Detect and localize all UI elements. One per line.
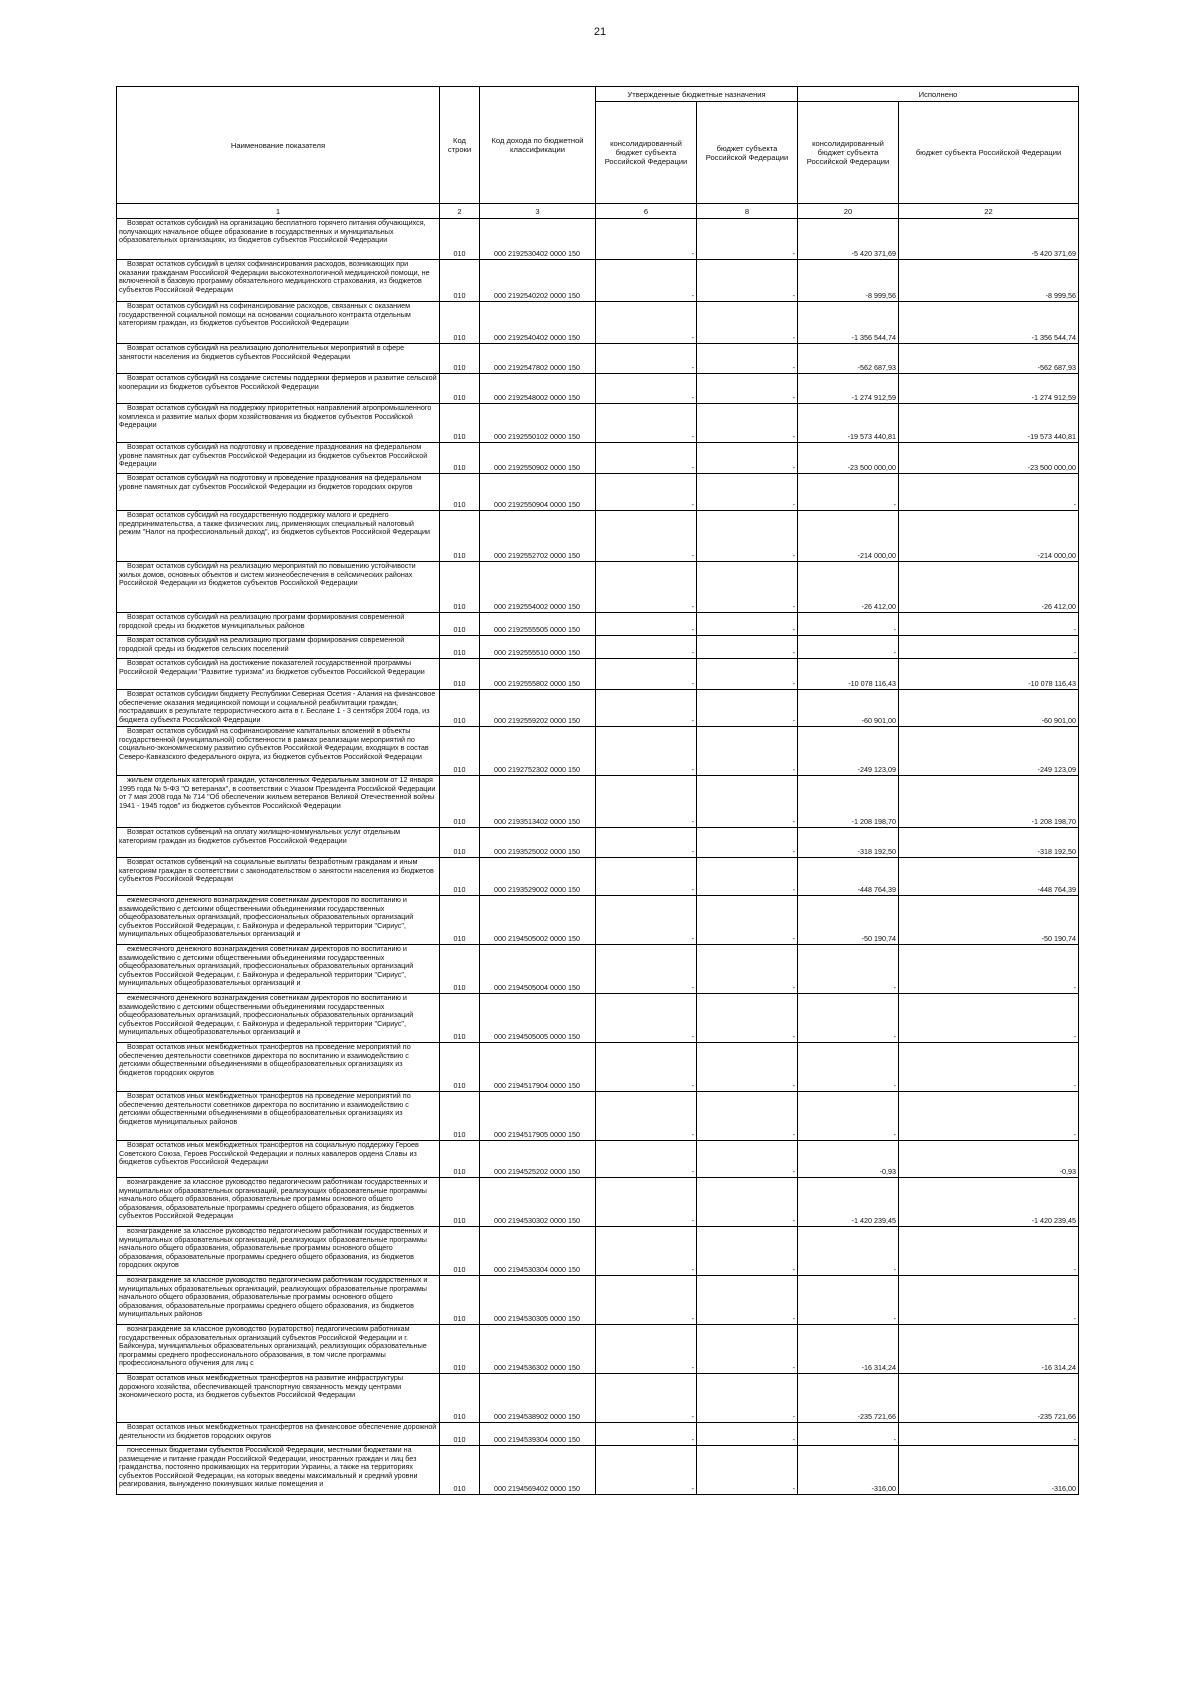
row-approved-consolidated: -: [596, 344, 697, 374]
row-name: Возврат остатков субсидий на создание системы поддержки фермеров и развитие сельской кооперации из бюджетов субъектов Российской Федерации: [117, 374, 440, 404]
row-code: 010: [440, 690, 480, 727]
header-row-groups: [117, 87, 1079, 102]
row-name: Возврат остатков субсидий на реализацию мероприятий по повышению устойчивости жилых домов, основных объектов и систем жизнеобеспечения в сейсмических районах Российской Федерации из бюджетов субъектов Российской Федерации: [117, 562, 440, 613]
header-approved-group: Утвержденные бюджетные назначения: [596, 87, 798, 102]
row-approved-consolidated: -: [596, 1043, 697, 1092]
row-name: Возврат остатков субвенций на оплату жилищно-коммунальных услуг отдельным категориям граждан из бюджетов субъектов Российской Федерации: [117, 828, 440, 858]
row-executed-consolidated: -316,00: [798, 1446, 899, 1495]
row-executed-consolidated: -19 573 440,81: [798, 404, 899, 443]
row-code: 010: [440, 1423, 480, 1446]
col-num-6: 6: [596, 204, 697, 219]
row-approved-subject: -: [697, 1423, 798, 1446]
row-code: 010: [440, 659, 480, 690]
col-num-22: 22: [899, 204, 1079, 219]
row-approved-subject: -: [697, 302, 798, 344]
row-name: Возврат остатков субсидий на реализацию программ формирования современной городской среды из бюджетов муниципальных районов: [117, 613, 440, 636]
row-kbk: 000 2193513402 0000 150: [480, 776, 596, 828]
row-name: вознаграждение за классное руководство педагогическим работникам государственных и муниципальных образовательных организаций, реализующих образовательные программы начального общего образования, образовательные программы основного общего образования, образовательные программы среднего общего образования, из бюджетов субъектов Российской Федерации: [117, 1178, 440, 1227]
row-code: 010: [440, 945, 480, 994]
row-executed-consolidated: -8 999,56: [798, 260, 899, 302]
table-row: [117, 443, 1079, 474]
row-approved-subject: -: [697, 374, 798, 404]
row-executed-consolidated: -562 687,93: [798, 344, 899, 374]
row-code: 010: [440, 1325, 480, 1374]
row-approved-subject: -: [697, 474, 798, 511]
row-approved-subject: -: [697, 1374, 798, 1423]
table-row: [117, 344, 1079, 374]
row-approved-consolidated: -: [596, 727, 697, 776]
table-row: [117, 727, 1079, 776]
row-executed-subject: -562 687,93: [899, 344, 1079, 374]
row-approved-subject: -: [697, 727, 798, 776]
row-executed-subject: -316,00: [899, 1446, 1079, 1495]
table-row: [117, 1092, 1079, 1141]
row-kbk: 000 2192550102 0000 150: [480, 404, 596, 443]
row-approved-consolidated: -: [596, 659, 697, 690]
header-row-numbers: [117, 204, 1079, 219]
row-approved-consolidated: -: [596, 474, 697, 511]
row-kbk: 000 2194530304 0000 150: [480, 1227, 596, 1276]
row-executed-consolidated: -26 412,00: [798, 562, 899, 613]
row-executed-consolidated: -1 208 198,70: [798, 776, 899, 828]
row-kbk: 000 2192550904 0000 150: [480, 474, 596, 511]
row-executed-consolidated: -5 420 371,69: [798, 219, 899, 260]
header-executed-subject: бюджет субъекта Российской Федерации: [899, 102, 1079, 204]
row-code: 010: [440, 1092, 480, 1141]
row-executed-consolidated: -318 192,50: [798, 828, 899, 858]
row-approved-subject: -: [697, 690, 798, 727]
row-executed-consolidated: -50 190,74: [798, 896, 899, 945]
table-row: [117, 219, 1079, 260]
row-executed-consolidated: -: [798, 945, 899, 994]
row-executed-consolidated: -1 274 912,59: [798, 374, 899, 404]
row-executed-subject: -: [899, 1043, 1079, 1092]
row-approved-subject: -: [697, 219, 798, 260]
row-name: вознаграждение за классное руководство педагогическим работникам государственных и муниципальных образовательных организаций, реализующих образовательные программы начального общего образования, образовательные программы основного общего образования, образовательные программы среднего общего образования, из бюджетов городских округов: [117, 1227, 440, 1276]
row-approved-consolidated: -: [596, 302, 697, 344]
row-executed-consolidated: -1 356 544,74: [798, 302, 899, 344]
row-executed-subject: -1 208 198,70: [899, 776, 1079, 828]
row-code: 010: [440, 1276, 480, 1325]
table-row: [117, 1043, 1079, 1092]
row-approved-subject: -: [697, 511, 798, 562]
header-executed-consolidated: консолидированный бюджет субъекта Российской Федерации: [798, 102, 899, 204]
row-approved-consolidated: -: [596, 896, 697, 945]
row-executed-subject: -26 412,00: [899, 562, 1079, 613]
row-name: Возврат остатков иных межбюджетных трансфертов на социальную поддержку Героев Советского Союза, Героев Российской Федерации и полных кавалеров ордена Славы из бюджетов субъектов Российской Федерации: [117, 1141, 440, 1178]
table-row: [117, 260, 1079, 302]
row-approved-subject: -: [697, 994, 798, 1043]
row-approved-consolidated: -: [596, 1446, 697, 1495]
row-executed-consolidated: -235 721,66: [798, 1374, 899, 1423]
row-kbk: 000 2194517905 0000 150: [480, 1092, 596, 1141]
row-name: Возврат остатков субсидий на подготовку и проведение празднования на федеральном уровне памятных дат субъектов Российской Федерации из бюджетов субъектов Российской Федерации: [117, 443, 440, 474]
row-code: 010: [440, 636, 480, 659]
header-approved-consolidated: консолидированный бюджет субъекта Российской Федерации: [596, 102, 697, 204]
row-executed-consolidated: -: [798, 1423, 899, 1446]
table-row: [117, 1325, 1079, 1374]
row-approved-consolidated: -: [596, 1374, 697, 1423]
row-kbk: 000 2193525002 0000 150: [480, 828, 596, 858]
row-name: Возврат остатков субсидий на достижение показателей государственной программы Российской Федерации "Развитие туризма" из бюджетов субъектов Российской Федерации: [117, 659, 440, 690]
table-row: [117, 1276, 1079, 1325]
row-kbk: 000 2192540202 0000 150: [480, 260, 596, 302]
row-kbk: 000 2192550902 0000 150: [480, 443, 596, 474]
row-executed-consolidated: -16 314,24: [798, 1325, 899, 1374]
table-row: [117, 302, 1079, 344]
row-code: 010: [440, 1141, 480, 1178]
row-code: 010: [440, 613, 480, 636]
row-kbk: 000 2192555505 0000 150: [480, 613, 596, 636]
row-kbk: 000 2194525202 0000 150: [480, 1141, 596, 1178]
row-code: 010: [440, 474, 480, 511]
row-kbk: 000 2192554002 0000 150: [480, 562, 596, 613]
row-kbk: 000 2192530402 0000 150: [480, 219, 596, 260]
row-name: Возврат остатков субсидий на софинансирование капитальных вложений в объекты государственной (муниципальной) собственности в рамках реализации мероприятий по социально-экономическому развитию субъектов Российской Федерации, входящих в состав Северо-Кавказского федерального округа, из бюджетов субъектов Российской Федерации: [117, 727, 440, 776]
row-approved-consolidated: -: [596, 945, 697, 994]
row-name: Возврат остатков субсидий на поддержку приоритетных направлений агропромышленного комплекса и развитие малых форм хозяйствования из бюджетов субъектов Российской Федерации: [117, 404, 440, 443]
row-name: ежемесячного денежного вознаграждения советникам директоров по воспитанию и взаимодействию с детскими общественными объединениями государственных общеобразовательных организаций, профессиональных образовательных организаций субъектов Российской Федерации, г. Байконура и федеральной территории "Сириус", муниципальных общеобразовательных организаций и: [117, 945, 440, 994]
row-executed-subject: -: [899, 613, 1079, 636]
table-row: [117, 1374, 1079, 1423]
row-approved-consolidated: -: [596, 511, 697, 562]
row-code: 010: [440, 776, 480, 828]
col-num-20: 20: [798, 204, 899, 219]
row-executed-subject: -: [899, 474, 1079, 511]
row-kbk: 000 2194530305 0000 150: [480, 1276, 596, 1325]
row-code: 010: [440, 1227, 480, 1276]
row-executed-consolidated: -: [798, 1276, 899, 1325]
row-executed-consolidated: -214 000,00: [798, 511, 899, 562]
row-approved-subject: -: [697, 443, 798, 474]
row-code: 010: [440, 896, 480, 945]
row-name: ежемесячного денежного вознаграждения советникам директоров по воспитанию и взаимодействию с детскими общественными объединениями государственных общеобразовательных организаций, профессиональных образовательных организаций субъектов Российской Федерации, г. Байконура и федеральной территории "Сириус", муниципальных общеобразовательных организаций и: [117, 994, 440, 1043]
row-executed-subject: -10 078 116,43: [899, 659, 1079, 690]
row-kbk: 000 2194530302 0000 150: [480, 1178, 596, 1227]
row-code: 010: [440, 1043, 480, 1092]
row-code: 010: [440, 562, 480, 613]
row-kbk: 000 2194569402 0000 150: [480, 1446, 596, 1495]
row-executed-subject: -8 999,56: [899, 260, 1079, 302]
row-executed-subject: -249 123,09: [899, 727, 1079, 776]
row-kbk: 000 2194505004 0000 150: [480, 945, 596, 994]
row-approved-subject: -: [697, 776, 798, 828]
row-name: Возврат остатков иных межбюджетных трансфертов на проведение мероприятий по обеспечению деятельности советников директора по воспитанию и взаимодействию с детскими общественными объединениями в общеобразовательных организациях из бюджетов муниципальных районов: [117, 1092, 440, 1141]
header-executed-group: Исполнено: [798, 87, 1079, 102]
row-name: Возврат остатков субсидий в целях софинансирования расходов, возникающих при оказании гражданам Российской Федерации высокотехнологичной медицинской помощи, не включенной в базовую программу обязательного медицинского страхования, из бюджетов субъектов Российской Федерации: [117, 260, 440, 302]
row-executed-consolidated: -: [798, 1043, 899, 1092]
row-approved-consolidated: -: [596, 260, 697, 302]
table-row: [117, 613, 1079, 636]
row-approved-consolidated: -: [596, 613, 697, 636]
row-code: 010: [440, 511, 480, 562]
row-approved-subject: -: [697, 1043, 798, 1092]
row-executed-subject: -235 721,66: [899, 1374, 1079, 1423]
table-row: [117, 945, 1079, 994]
row-approved-subject: -: [697, 613, 798, 636]
row-executed-subject: -1 274 912,59: [899, 374, 1079, 404]
row-kbk: 000 2192555802 0000 150: [480, 659, 596, 690]
row-code: 010: [440, 344, 480, 374]
row-approved-subject: -: [697, 1227, 798, 1276]
row-approved-subject: -: [697, 1141, 798, 1178]
row-approved-subject: -: [697, 562, 798, 613]
row-kbk: 000 2192752302 0000 150: [480, 727, 596, 776]
row-approved-consolidated: -: [596, 776, 697, 828]
row-approved-subject: -: [697, 404, 798, 443]
row-executed-consolidated: -: [798, 1092, 899, 1141]
row-name: Возврат остатков иных межбюджетных трансфертов на финансовое обеспечение дорожной деятельности из бюджетов городских округов: [117, 1423, 440, 1446]
row-kbk: 000 2194517904 0000 150: [480, 1043, 596, 1092]
row-approved-subject: -: [697, 1325, 798, 1374]
row-code: 010: [440, 994, 480, 1043]
row-approved-consolidated: -: [596, 1141, 697, 1178]
row-kbk: 000 2193529002 0000 150: [480, 858, 596, 896]
row-executed-subject: -1 356 544,74: [899, 302, 1079, 344]
row-kbk: 000 2194505002 0000 150: [480, 896, 596, 945]
row-executed-subject: -1 420 239,45: [899, 1178, 1079, 1227]
table-row: [117, 404, 1079, 443]
row-executed-consolidated: -23 500 000,00: [798, 443, 899, 474]
row-code: 010: [440, 374, 480, 404]
row-approved-subject: -: [697, 659, 798, 690]
row-executed-consolidated: -0,93: [798, 1141, 899, 1178]
row-approved-subject: -: [697, 636, 798, 659]
row-kbk: 000 2192555510 0000 150: [480, 636, 596, 659]
row-name: Возврат остатков субсидий на софинансирование расходов, связанных с оказанием государственной социальной помощи на основании социального контракта отдельным категориям граждан, из бюджетов субъектов Российской Федерации: [117, 302, 440, 344]
row-kbk: 000 2194536302 0000 150: [480, 1325, 596, 1374]
row-executed-subject: -5 420 371,69: [899, 219, 1079, 260]
row-approved-consolidated: -: [596, 1325, 697, 1374]
col-num-8: 8: [697, 204, 798, 219]
row-executed-consolidated: -: [798, 613, 899, 636]
row-approved-consolidated: -: [596, 219, 697, 260]
row-approved-consolidated: -: [596, 374, 697, 404]
row-name: понесенных бюджетами субъектов Российской Федерации, местными бюджетами на размещение и питание граждан Российской Федерации, иностранных граждан и лиц без гражданства, постоянно проживающих на территории Украины, а также на территориях субъектов Российской Федерации, на которых введены максимальный и средний уровни реагирования, вынужденно покинувших жилые помещения и: [117, 1446, 440, 1495]
row-approved-consolidated: -: [596, 690, 697, 727]
row-name: Возврат остатков субсидий на подготовку и проведение празднования на федеральном уровне памятных дат субъектов Российской Федерации из бюджетов городских округов: [117, 474, 440, 511]
row-executed-subject: -: [899, 994, 1079, 1043]
row-name: Возврат остатков иных межбюджетных трансфертов на проведение мероприятий по обеспечению деятельности советников директора по воспитанию и взаимодействию с детскими общественными объединениями в общеобразовательных организациях из бюджетов городских округов: [117, 1043, 440, 1092]
row-kbk: 000 2194505005 0000 150: [480, 994, 596, 1043]
row-name: ежемесячного денежного вознаграждения советникам директоров по воспитанию и взаимодействию с детскими общественными объединениями государственных общеобразовательных организаций, профессиональных образовательных организаций субъектов Российской Федерации, г. Байконура и федеральной территории "Сириус", муниципальных общеобразовательных организаций и: [117, 896, 440, 945]
row-kbk: 000 2192540402 0000 150: [480, 302, 596, 344]
row-executed-consolidated: -10 078 116,43: [798, 659, 899, 690]
row-executed-subject: -16 314,24: [899, 1325, 1079, 1374]
row-approved-consolidated: -: [596, 1227, 697, 1276]
row-approved-consolidated: -: [596, 828, 697, 858]
row-approved-subject: -: [697, 896, 798, 945]
row-executed-consolidated: -60 901,00: [798, 690, 899, 727]
table-row: [117, 1178, 1079, 1227]
row-approved-subject: -: [697, 260, 798, 302]
row-approved-subject: -: [697, 1276, 798, 1325]
row-executed-consolidated: -: [798, 474, 899, 511]
row-executed-subject: -19 573 440,81: [899, 404, 1079, 443]
row-name: Возврат остатков иных межбюджетных трансфертов на развитие инфраструктуры дорожного хозяйства, обеспечивающей транспортную связанность между центрами экономического роста, из бюджетов субъектов Российской Федерации: [117, 1374, 440, 1423]
table-row: [117, 776, 1079, 828]
row-name: Возврат остатков субсидий на государственную поддержку малого и среднего предпринимательства, а также физических лиц, применяющих специальный налоговый режим "Налог на профессиональный доход", из бюджетов субъектов Российской Федерации: [117, 511, 440, 562]
row-kbk: 000 2192548002 0000 150: [480, 374, 596, 404]
row-executed-consolidated: -: [798, 994, 899, 1043]
row-executed-subject: -: [899, 945, 1079, 994]
row-executed-subject: -214 000,00: [899, 511, 1079, 562]
table-row: [117, 994, 1079, 1043]
row-executed-subject: -: [899, 1423, 1079, 1446]
row-executed-subject: -60 901,00: [899, 690, 1079, 727]
col-num-2: 2: [440, 204, 480, 219]
table-row: [117, 1423, 1079, 1446]
row-code: 010: [440, 1374, 480, 1423]
budget-execution-table: [116, 86, 1079, 1495]
table-row: [117, 474, 1079, 511]
row-kbk: 000 2194539304 0000 150: [480, 1423, 596, 1446]
table-row: [117, 374, 1079, 404]
table-row: [117, 636, 1079, 659]
header-code: Код строки: [440, 87, 480, 204]
table-row: [117, 896, 1079, 945]
row-name: жильем отдельных категорий граждан, установленных Федеральным законом от 12 января 1995 года № 5-ФЗ "О ветеранах", в соответствии с Указом Президента Российской Федерации от 7 мая 2008 года № 714 "Об обеспечении жильем ветеранов Великой Отечественной войны 1941 - 1945 годов" из бюджетов субъектов Российской Федерации: [117, 776, 440, 828]
row-kbk: 000 2192547802 0000 150: [480, 344, 596, 374]
row-executed-subject: -448 764,39: [899, 858, 1079, 896]
row-name: Возврат остатков субсидий на организацию бесплатного горячего питания обучающихся, получающих начальное общее образование в государственных и муниципальных образовательных организациях, из бюджетов субъектов Российской Федерации: [117, 219, 440, 260]
row-name: вознаграждение за классное руководство педагогическим работникам государственных и муниципальных образовательных организаций, реализующих образовательные программы начального общего образования, образовательные программы основного общего образования, образовательные программы среднего общего образования, из бюджетов муниципальных районов: [117, 1276, 440, 1325]
table-row: [117, 858, 1079, 896]
row-executed-subject: -: [899, 1092, 1079, 1141]
row-code: 010: [440, 443, 480, 474]
row-kbk: 000 2192559202 0000 150: [480, 690, 596, 727]
row-approved-subject: -: [697, 945, 798, 994]
row-executed-subject: -50 190,74: [899, 896, 1079, 945]
row-executed-subject: -: [899, 1227, 1079, 1276]
row-approved-subject: -: [697, 828, 798, 858]
row-approved-consolidated: -: [596, 1423, 697, 1446]
row-approved-consolidated: -: [596, 404, 697, 443]
row-code: 010: [440, 260, 480, 302]
row-executed-subject: -23 500 000,00: [899, 443, 1079, 474]
row-approved-consolidated: -: [596, 636, 697, 659]
table-row: [117, 690, 1079, 727]
row-code: 010: [440, 302, 480, 344]
row-approved-consolidated: -: [596, 1276, 697, 1325]
header-kbk: Код дохода по бюджетной классификации: [480, 87, 596, 204]
table-row: [117, 562, 1079, 613]
row-approved-consolidated: -: [596, 858, 697, 896]
row-approved-subject: -: [697, 858, 798, 896]
row-code: 010: [440, 828, 480, 858]
row-name: Возврат остатков субсидии бюджету Республики Северная Осетия - Алания на финансовое обеспечение оказания медицинской помощи и социальной реабилитации граждан, пострадавших в результате террористического акта в г. Беслане 1 - 3 сентября 2004 года, из бюджета субъекта Российской Федерации: [117, 690, 440, 727]
row-code: 010: [440, 1178, 480, 1227]
table-row: [117, 1446, 1079, 1495]
row-approved-subject: -: [697, 1446, 798, 1495]
col-num-1: 1: [117, 204, 440, 219]
row-executed-consolidated: -1 420 239,45: [798, 1178, 899, 1227]
row-name: Возврат остатков субсидий на реализацию программ формирования современной городской среды из бюджетов сельских поселений: [117, 636, 440, 659]
row-approved-consolidated: -: [596, 443, 697, 474]
row-executed-subject: -0,93: [899, 1141, 1079, 1178]
row-name: Возврат остатков субвенций на социальные выплаты безработным гражданам и иным категориям граждан в соответствии с законодательством о занятости населения из бюджетов субъектов Российской Федерации: [117, 858, 440, 896]
row-code: 010: [440, 1446, 480, 1495]
table-row: [117, 511, 1079, 562]
row-executed-consolidated: -249 123,09: [798, 727, 899, 776]
row-executed-consolidated: -: [798, 636, 899, 659]
table-row: [117, 659, 1079, 690]
row-code: 010: [440, 858, 480, 896]
page-number: 21: [593, 26, 607, 38]
header-approved-subject: бюджет субъекта Российской Федерации: [697, 102, 798, 204]
table-row: [117, 1141, 1079, 1178]
row-code: 010: [440, 219, 480, 260]
row-kbk: 000 2194538902 0000 150: [480, 1374, 596, 1423]
row-approved-consolidated: -: [596, 1092, 697, 1141]
table-row: [117, 828, 1079, 858]
row-executed-subject: -318 192,50: [899, 828, 1079, 858]
row-name: вознаграждение за классное руководство (кураторство) педагогическим работникам государственных образовательных организаций субъектов Российской Федерации и г. Байконура, муниципальных образовательных организаций, реализующих образовательные программы среднего профессионального образования, в том числе программы профессионального обучения для лиц с: [117, 1325, 440, 1374]
table-row: [117, 1227, 1079, 1276]
header-name: Наименование показателя: [117, 87, 440, 204]
row-approved-subject: -: [697, 344, 798, 374]
row-approved-consolidated: -: [596, 1178, 697, 1227]
row-code: 010: [440, 727, 480, 776]
row-kbk: 000 2192552702 0000 150: [480, 511, 596, 562]
row-approved-subject: -: [697, 1092, 798, 1141]
row-code: 010: [440, 404, 480, 443]
row-name: Возврат остатков субсидий на реализацию дополнительных мероприятий в сфере занятости населения из бюджетов субъектов Российской Федерации: [117, 344, 440, 374]
row-executed-subject: -: [899, 1276, 1079, 1325]
row-executed-consolidated: -: [798, 1227, 899, 1276]
row-executed-consolidated: -448 764,39: [798, 858, 899, 896]
row-executed-subject: -: [899, 636, 1079, 659]
col-num-3: 3: [480, 204, 596, 219]
row-approved-subject: -: [697, 1178, 798, 1227]
row-approved-consolidated: -: [596, 562, 697, 613]
row-approved-consolidated: -: [596, 994, 697, 1043]
